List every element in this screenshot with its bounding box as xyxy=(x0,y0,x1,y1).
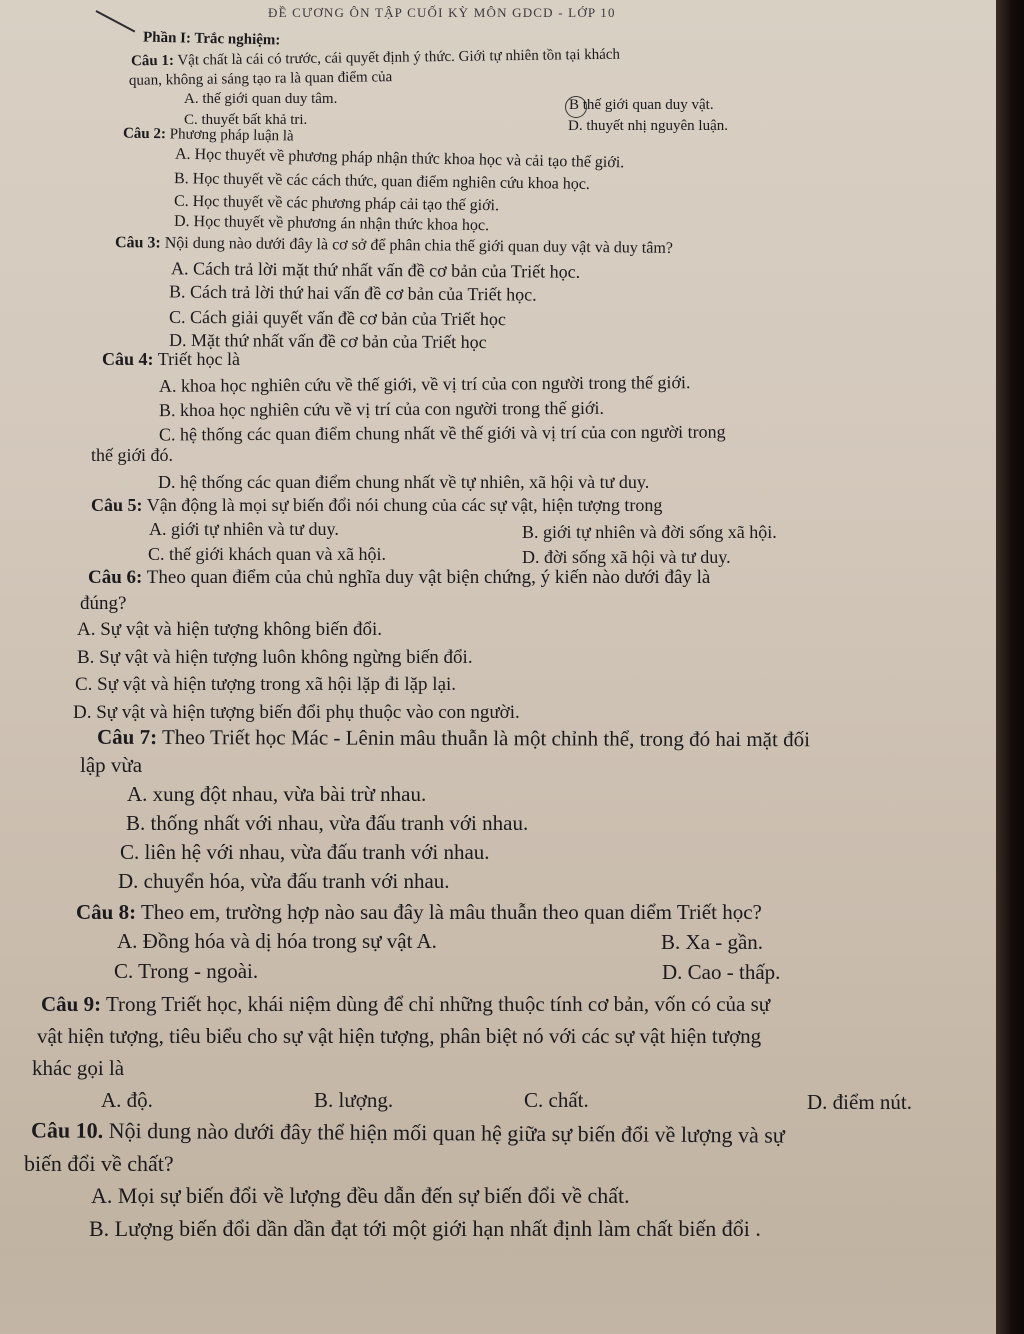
q2-option-d: D. Học thuyết về phương án nhận thức khoa học. xyxy=(173,212,490,235)
q9-stem-line2: vật hiện tượng, tiêu biểu cho sự vật hiện tượng, phân biệt nó với các sự vật hiện tượng xyxy=(37,1024,762,1048)
q8-option-b: B. Xa - gần. xyxy=(661,930,764,954)
q4-stem: Câu 4: Triết học là xyxy=(102,349,241,369)
q2-option-a: A. Học thuyết về phương pháp nhận thức khoa học và cải tạo thế giới. xyxy=(174,145,625,172)
q7-option-c: C. liên hệ với nhau, vừa đấu tranh với nhau. xyxy=(120,840,490,864)
q10-stem-line2: biến đổi về chất? xyxy=(24,1151,174,1176)
q6-stem-line2: đúng? xyxy=(80,593,127,614)
q3-option-b: B. Cách trả lời thứ hai vấn đề cơ bản của Triết học. xyxy=(168,281,537,305)
q2-option-c: C. Học thuyết về các phương pháp cải tạo thế giới. xyxy=(173,192,500,215)
q4-option-b: B. khoa học nghiên cứu về vị trí của con người trong thế giới. xyxy=(158,397,605,421)
q1-option-c: C. thuyết bất khả tri. xyxy=(184,112,308,128)
q3-option-a: A. Cách trả lời mặt thứ nhất vấn đề cơ bản của Triết học. xyxy=(170,258,581,282)
table-edge-shadow xyxy=(996,0,1024,1334)
q4-option-c-line2: thế giới đó. xyxy=(91,445,174,465)
q7-stem-line2: lập vừa xyxy=(80,753,143,777)
q5-option-a: A. giới tự nhiên và tư duy. xyxy=(149,519,339,539)
q4-option-c-line1: C. hệ thống các quan điểm chung nhất về thế giới và vị trí của con người trong xyxy=(158,421,726,445)
q3-option-d: D. Mặt thứ nhất vấn đề cơ bản của Triết học xyxy=(168,329,487,353)
q6-option-b: B. Sự vật và hiện tượng luôn không ngừng biến đổi. xyxy=(77,647,473,668)
q1-stem-line1: Câu 1: Vật chất là cái có trước, cái quyết định ý thức. Giới tự nhiên tồn tại khách xyxy=(130,46,621,70)
q6-option-a: A. Sự vật và hiện tượng không biến đổi. xyxy=(77,619,383,640)
q8-option-d: D. Cao - thấp. xyxy=(662,960,781,984)
q9-option-b: B. lượng. xyxy=(314,1088,394,1112)
q1-option-b: B thế giới quan duy vật. xyxy=(569,97,714,113)
q9-option-d: D. điểm nút. xyxy=(807,1090,912,1114)
q5-stem: Câu 5: Vận động là mọi sự biến đổi nói chung của các sự vật, hiện tượng trong xyxy=(91,495,663,515)
q7-stem-line1: Câu 7: Theo Triết học Mác - Lênin mâu thuẫn là một chỉnh thể, trong đó hai mặt đối xyxy=(96,724,810,752)
q6-option-c: C. Sự vật và hiện tượng trong xã hội lặp đi lặp lại. xyxy=(75,674,457,695)
q8-stem: Câu 8: Theo em, trường hợp nào sau đây là mâu thuẫn theo quan diểm Triết học? xyxy=(76,900,762,924)
q5-option-b: B. giới tự nhiên và đời sống xã hội. xyxy=(522,522,777,542)
q8-option-a: A. Đồng hóa và dị hóa trong sự vật A. xyxy=(117,929,437,953)
q9-stem-line1: Câu 9: Trong Triết học, khái niệm dùng để chỉ những thuộc tính cơ bản, vốn có của sự xyxy=(41,992,771,1016)
q4-option-a: A. khoa học nghiên cứu về thế giới, về vị trí của con người trong thế giới. xyxy=(158,372,691,396)
q9-stem-line3: khác gọi là xyxy=(32,1056,125,1080)
q3-option-c: C. Cách giải quyết vấn đề cơ bản của Triết học xyxy=(168,306,507,330)
q9-option-a: A. độ. xyxy=(101,1088,153,1112)
corner-mark xyxy=(96,10,136,32)
q1-stem-line2: quan, không ai sáng tạo ra là quan điểm của xyxy=(128,69,393,89)
q10-stem-line1: Câu 10. Nội dung nào dưới đây thể hiện mối quan hệ giữa sự biến đổi về lượng và sự xyxy=(30,1117,785,1148)
q7-option-a: A. xung đột nhau, vừa bài trừ nhau. xyxy=(127,782,427,806)
q5-option-c: C. thế giới khách quan và xã hội. xyxy=(148,544,386,564)
document-header: ĐỀ CƯƠNG ÔN TẬP CUỐI KỲ MÔN GDCD - LỚP 10 xyxy=(268,5,616,20)
q6-stem-line1: Câu 6: Theo quan điểm của chủ nghĩa duy vật biện chứng, ý kiến nào dưới đây là xyxy=(88,567,711,588)
q10-option-b: B. Lượng biến đổi dần dần đạt tới một giới hạn nhất định làm chất biến đổi . xyxy=(89,1216,761,1241)
section-title: Phần I: Trắc nghiệm: xyxy=(142,29,281,49)
bottom-glare xyxy=(0,1250,1000,1334)
q9-option-c: C. chất. xyxy=(524,1088,589,1112)
q7-option-d: D. chuyển hóa, vừa đấu tranh với nhau. xyxy=(118,869,450,893)
q4-option-d: D. hệ thống các quan điểm chung nhất về tự nhiên, xã hội và tư duy. xyxy=(158,472,650,492)
q6-option-d: D. Sự vật và hiện tượng biến đổi phụ thuộc vào con người. xyxy=(73,702,520,723)
q2-option-b: B. Học thuyết về các cách thức, quan điểm nghiên cứu khoa học. xyxy=(173,170,590,193)
q1-option-a: A. thế giới quan duy tâm. xyxy=(184,91,338,107)
q2-stem: Câu 2: Phương pháp luận là xyxy=(122,125,294,145)
q10-option-a: A. Mọi sự biến đổi về lượng đều dẫn đến sự biến đổi về chất. xyxy=(91,1183,630,1208)
q8-option-c: C. Trong - ngoài. xyxy=(114,959,259,983)
q7-option-b: B. thống nhất với nhau, vừa đấu tranh với nhau. xyxy=(126,811,529,835)
q5-option-d: D. đời sống xã hội và tư duy. xyxy=(522,547,731,567)
q3-stem: Câu 3: Nội dung nào dưới đây là cơ sở để phân chia thế giới quan duy vật và duy tâm? xyxy=(114,234,674,257)
q1-option-d: D. thuyết nhị nguyên luận. xyxy=(568,118,728,134)
